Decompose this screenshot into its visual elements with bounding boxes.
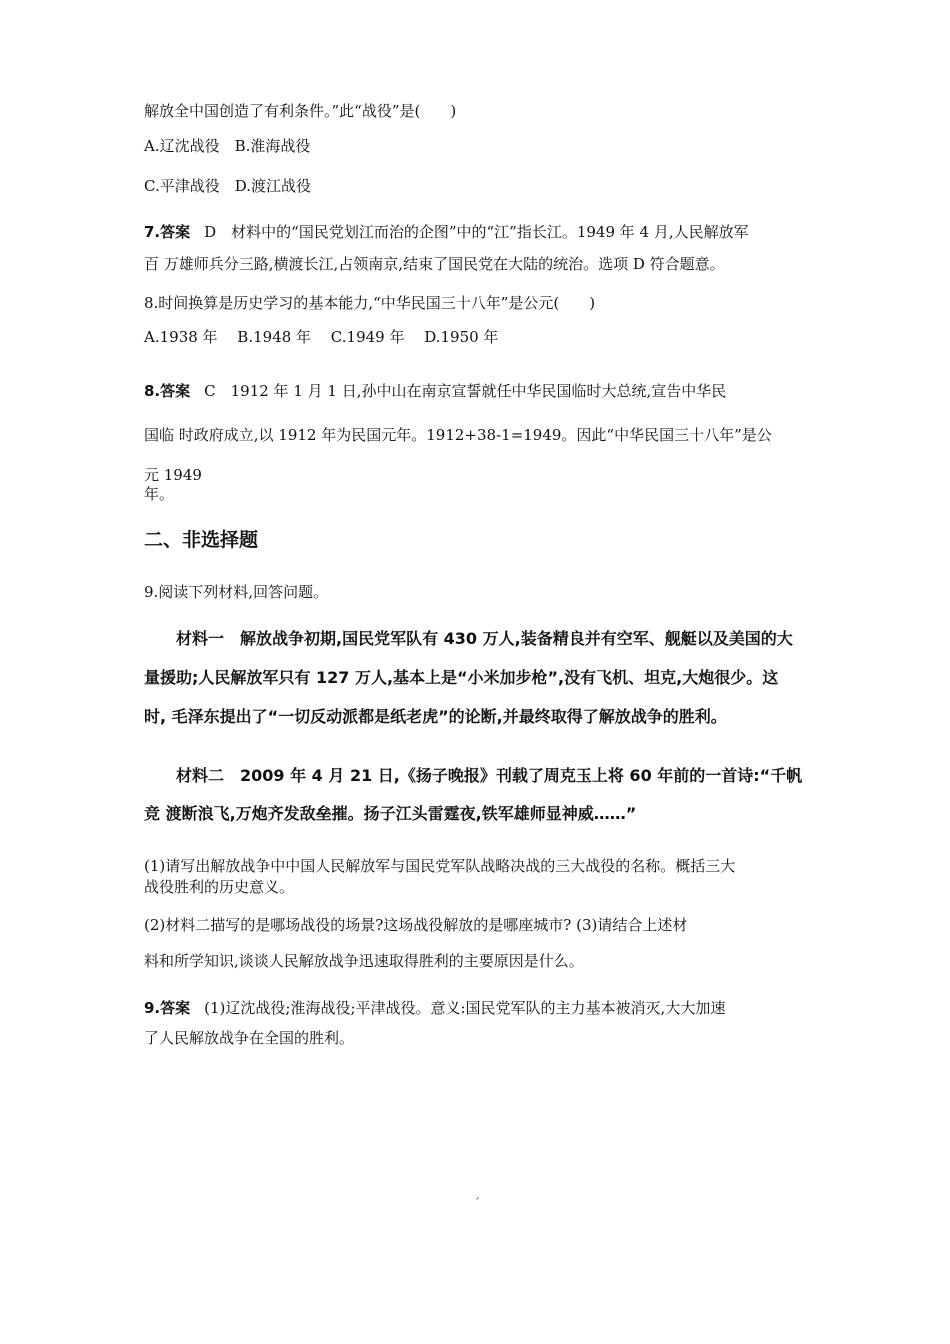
q7-options-row1: A.辽沈战役 B.淮海战役 <box>144 137 311 155</box>
q8-answer-label: 8.答案 <box>144 382 191 400</box>
q9-material1-line1: 材料一 解放战争初期,国民党军队有 430 万人,装备精良并有空军、舰艇以及美国的大 <box>176 629 793 648</box>
q9-answer-text: (1)辽沈战役;淮海战役;平津战役。意义:国民党军队的主力基本被消灭,大大加速 <box>204 999 726 1017</box>
q7-answer-text: D 材料中的“国民党划江而治的企图”中的“江”指长江。1949 年 4 月,人民解放军 <box>204 223 749 241</box>
q9-stem: 9.阅读下列材料,回答问题。 <box>144 583 329 601</box>
footer-mark: ˊ <box>474 1196 480 1210</box>
q9-material2-line2: 竞 渡断浪飞,万炮齐发敌垒摧。扬子江头雷霆夜,铁军雄师显神威……” <box>144 804 637 823</box>
q7-stem-end: 解放全中国创造了有利条件。”此“战役”是( ) <box>144 102 457 120</box>
q9-material1-line2: 量援助;人民解放军只有 127 万人,基本上是“小米加步枪”,没有飞机、坦克,大炮很少。这 <box>144 668 779 687</box>
q9-material2-line1: 材料二 2009 年 4 月 21 日,《扬子晚报》刊载了周克玉上将 60 年前的一首诗:“千帆 <box>176 766 803 785</box>
section-heading: 二、非选择题 <box>144 529 259 551</box>
q8-answer-text: C 1912 年 1 月 1 日,孙中山在南京宣誓就任中华民国临时大总统,宣告中华民 <box>204 382 727 400</box>
q8-answer-line2: 国临 时政府成立,以 1912 年为民国元年。1912+38-1=1949。因此“中华民国三十八年”是公 <box>144 426 772 444</box>
q7-answer-label: 7.答案 <box>144 223 191 241</box>
q9-sub1-line2: 战役胜利的历史意义。 <box>144 878 295 896</box>
q9-answer-line2: 了人民解放战争在全国的胜利。 <box>144 1029 355 1047</box>
q7-answer-line1 <box>144 222 749 242</box>
q8-options: A.1938 年 B.1948 年 C.1949 年 D.1950 年 <box>144 328 499 346</box>
q7-options-row2: C.平津战役 D.渡江战役 <box>144 177 311 195</box>
q9-sub2-line1: (2)材料二描写的是哪场战役的场景?这场战役解放的是哪座城市? (3)请结合上述材 <box>144 916 688 934</box>
q9-sub2-line2: 料和所学知识,谈谈人民解放战争迅速取得胜利的主要原因是什么。 <box>144 952 584 970</box>
q9-answer-label: 9.答案 <box>144 999 191 1017</box>
q7-answer-line2: 百 万雄师兵分三路,横渡长江,占领南京,结束了国民党在大陆的统治。选项 D 符合题意。 <box>144 255 725 273</box>
q9-material1-line3: 时, 毛泽东提出了“一切反动派都是纸老虎”的论断,并最终取得了解放战争的胜利。 <box>144 707 727 726</box>
q9-sub1-line1: (1)请写出解放战争中中国人民解放军与国民党军队战略决战的三大战役的名称。概括三大 <box>144 857 736 875</box>
q9-answer-line1 <box>144 998 725 1018</box>
q8-answer-line4: 年。 <box>144 485 175 503</box>
q8-answer-line1 <box>144 381 726 401</box>
q8-answer-line3: 元 1949 <box>144 466 202 484</box>
q8-stem: 8.时间换算是历史学习的基本能力,“中华民国三十八年”是公元( ) <box>144 294 596 312</box>
